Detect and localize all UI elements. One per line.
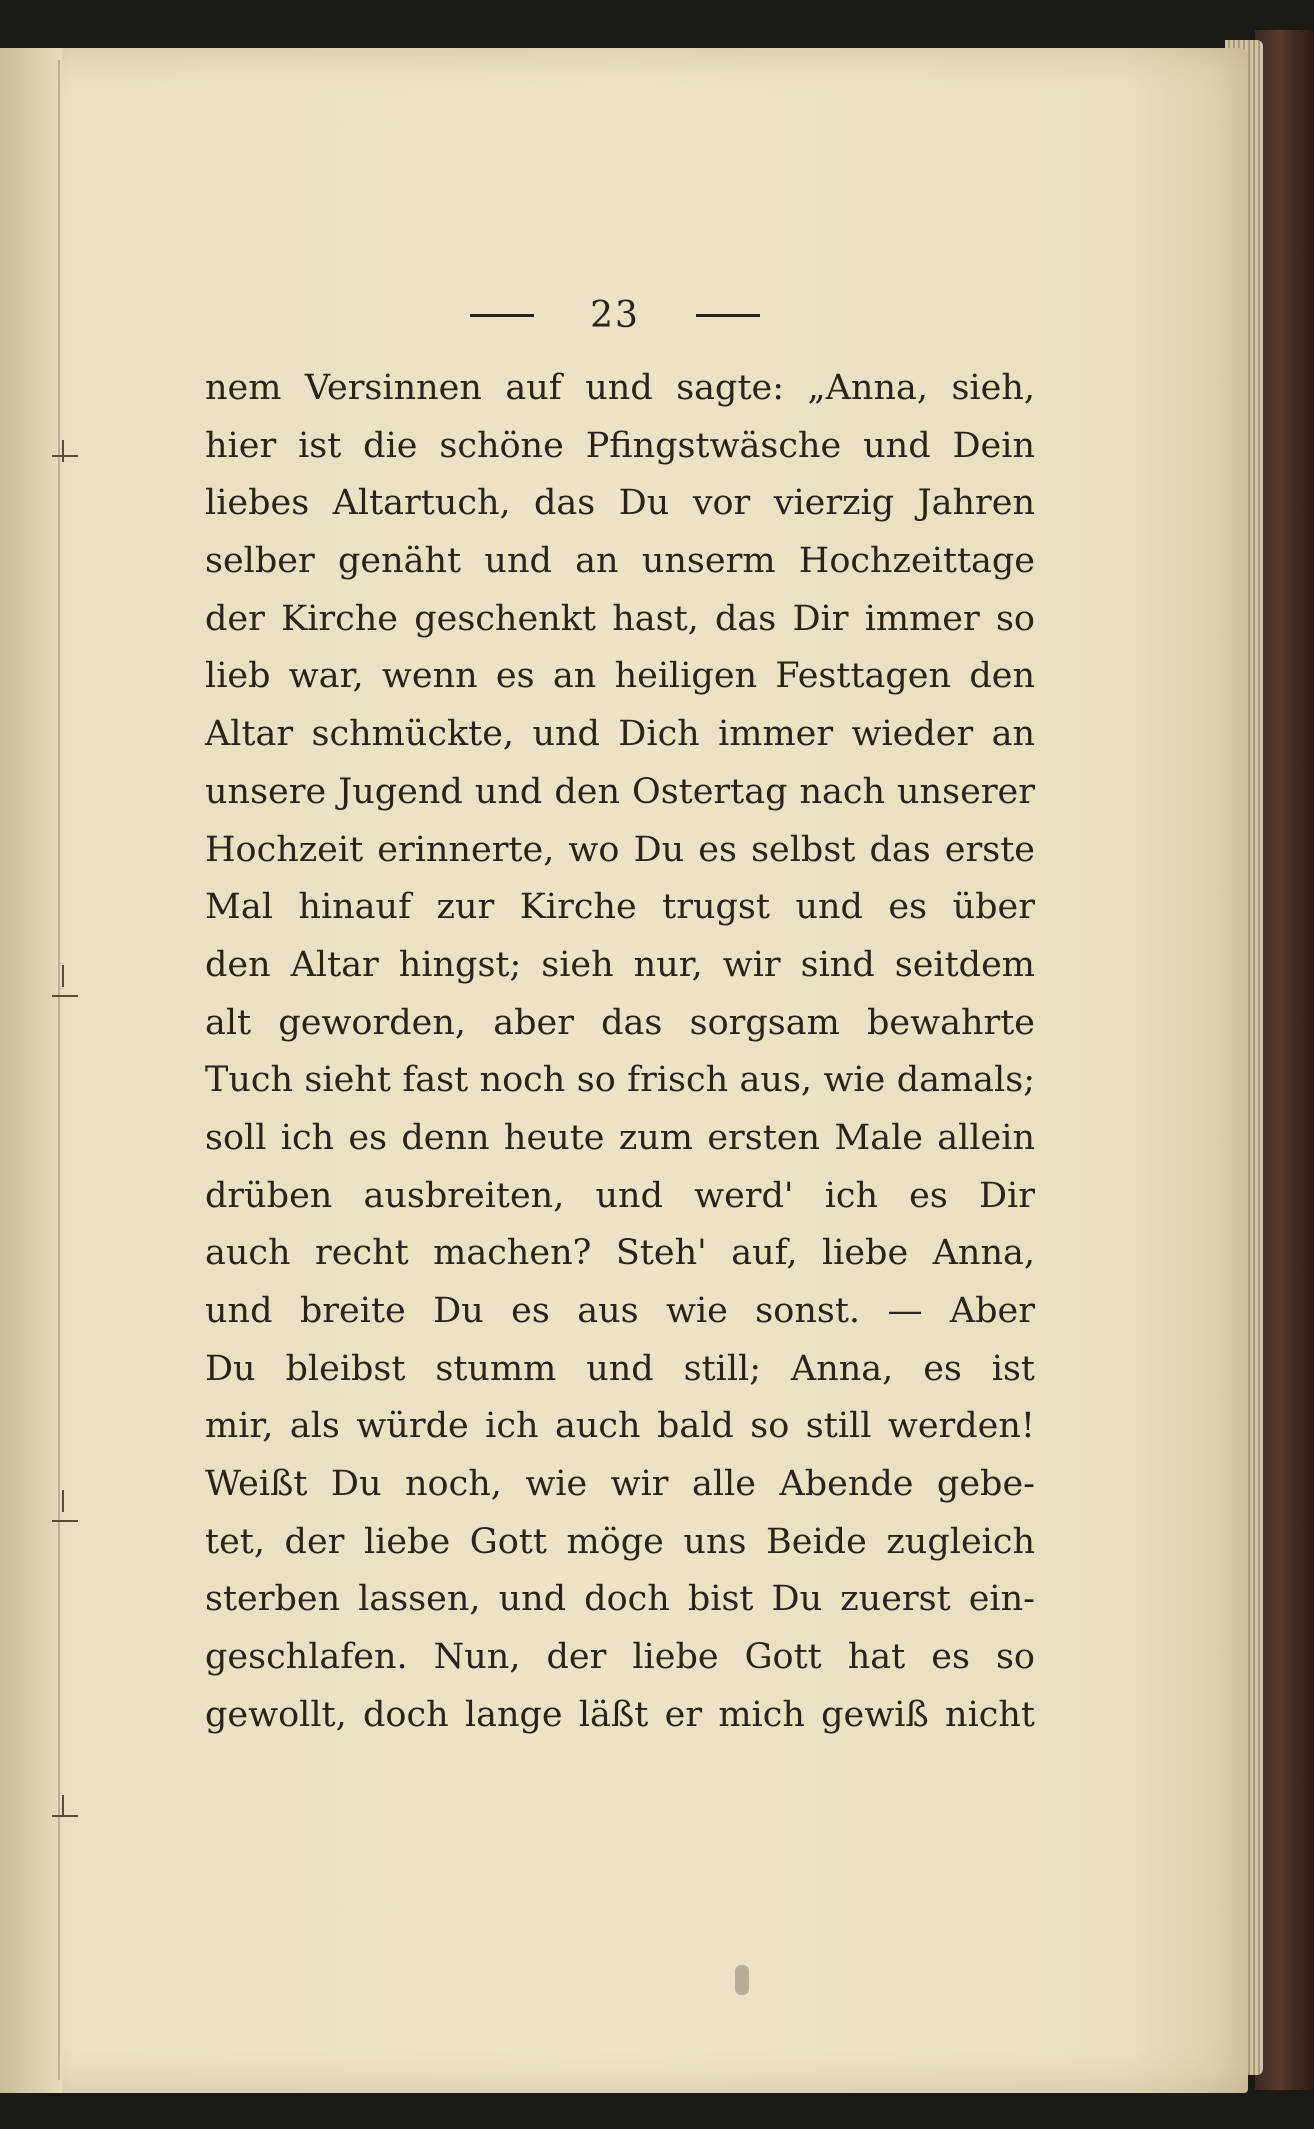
text-line: drüben ausbreiten, und werd' ich es Dir [205, 1175, 1035, 1216]
binding-stitch [52, 1815, 78, 1817]
text-line: den Altar hingst; sieh nur, wir sind seitdem [205, 944, 1035, 985]
page-number: 23 [590, 294, 640, 336]
binding-stitch [52, 1520, 78, 1522]
gutter-fold-line [58, 60, 60, 2080]
binding-stitch-mark [62, 1490, 64, 1512]
text-line: Weißt Du noch, wie wir alle Abende gebe- [205, 1464, 1035, 1505]
text-line: geschlafen. Nun, der liebe Gott hat es so [205, 1637, 1035, 1678]
binding-gutter [0, 48, 62, 2093]
text-line: Altar schmückte, und Dich immer wieder an [205, 714, 1035, 755]
binding-stitch-mark [62, 965, 64, 987]
text-line: tet, der liebe Gott möge uns Beide zugleich [205, 1521, 1035, 1562]
binding-stitch [52, 455, 78, 457]
text-line: mir, als würde ich auch bald so still werden! [205, 1406, 1035, 1447]
page-header [470, 290, 760, 340]
text-line: alt geworden, aber das sorgsam bewahrte [205, 1002, 1035, 1043]
text-line: Tuch sieht fast noch so frisch aus, wie damals; [205, 1060, 1035, 1101]
text-line: soll ich es denn heute zum ersten Male allein [205, 1117, 1035, 1158]
binding-stitch-mark [62, 1795, 64, 1817]
text-line: Du bleibst stumm und still; Anna, es ist [205, 1348, 1035, 1389]
text-line: sterben lassen, und doch bist Du zuerst ein- [205, 1579, 1035, 1620]
binding-stitch [52, 995, 78, 997]
text-line: unsere Jugend und den Ostertag nach unserer [205, 771, 1035, 812]
binding-stitch-mark [62, 440, 64, 462]
text-line: Hochzeit erinnerte, wo Du es selbst das erste [205, 829, 1035, 870]
text-line: auch recht machen? Steh' auf, liebe Anna, [205, 1233, 1035, 1274]
text-line: lieb war, wenn es an heiligen Festtagen den [205, 656, 1035, 697]
text-line: liebes Altartuch, das Du vor vierzig Jahren [205, 483, 1035, 524]
text-line: und breite Du es aus wie sonst. — Aber [205, 1291, 1035, 1331]
text-line: Mal hinauf zur Kirche trugst und es über [205, 887, 1035, 928]
header-dash-left [470, 314, 534, 317]
book-cover-edge [1255, 30, 1314, 2090]
text-line: gewollt, doch lange läßt er mich gewiß nicht [205, 1694, 1035, 1735]
text-line: selber genäht und an unserm Hochzeittage [205, 541, 1035, 582]
header-dash-right [696, 314, 760, 317]
text-line: nem Versinnen auf und sagte: „Anna, sieh, [205, 368, 1035, 408]
body-text [205, 360, 1035, 1745]
paper-smudge [735, 1965, 749, 1995]
text-line: der Kirche geschenkt hast, das Dir immer so [205, 598, 1035, 639]
text-line: hier ist die schöne Pfingstwäsche und Dein [205, 425, 1035, 466]
